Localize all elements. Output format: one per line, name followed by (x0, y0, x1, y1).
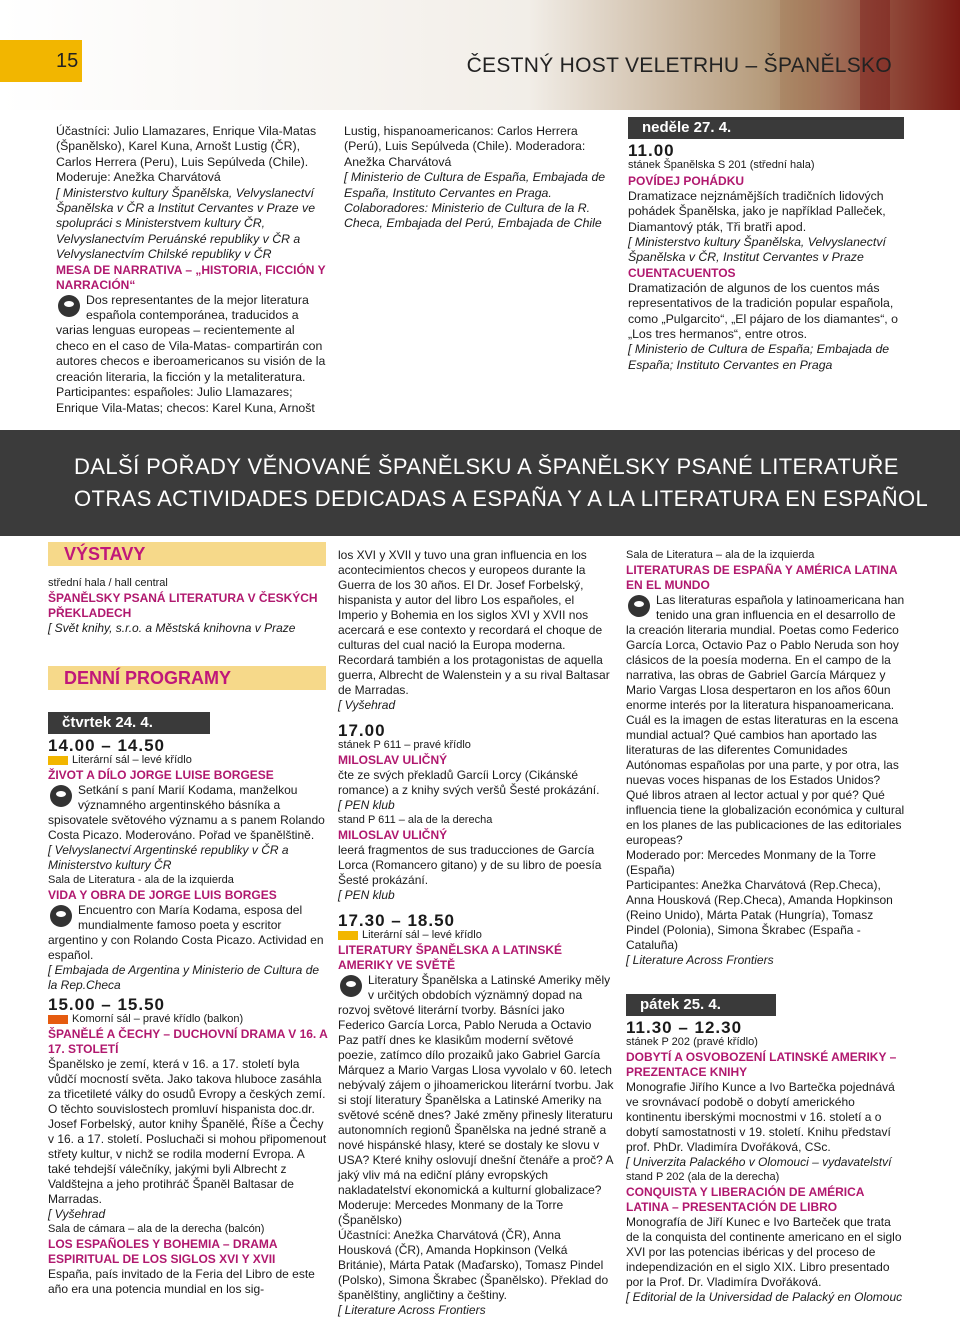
event-place: Sala de Literatura - ala de la izquierda (48, 874, 234, 886)
section-heading-es: OTRAS ACTIVIDADES DEDICADAS A ESPAÑA Y A LA LITERATURA EN ESPAÑOL (74, 486, 929, 511)
event-title: ŠPANĚLÉ A ČECHY – DUCHOVNÍ DRAMA V 16. A 17. STOLETÍ (48, 1027, 328, 1056)
organizer: [ Embajada de Argentina y Ministerio de Cultura de la Rep.Checa (48, 963, 320, 992)
organizer: [ PEN klub (338, 798, 395, 812)
event-place: střední hala / hall central (48, 577, 168, 589)
event-place: stánek P 611 – pravé křídlo (338, 739, 471, 751)
event-place: Literární sál – levé křídlo (72, 754, 192, 766)
section-banner (0, 430, 960, 536)
organizer: [ Svět knihy, s.r.o. a Městská knihovna v Praze (48, 621, 296, 635)
speech-bubble-icon (50, 785, 72, 807)
event-time: 11.30 – 12.30 (626, 1018, 743, 1037)
page-number: 15 (0, 40, 82, 82)
section-heading-cz: DALŠÍ POŘADY VĚNOVANÉ ŠPANĚLSKU A ŠPANĚLSKY PSANÉ LITERATUŘE (74, 454, 899, 479)
paragraph: Moderado por: Mercedes Monmany de la Torre (España) (626, 848, 876, 877)
day-heading: čtvrtek 24. 4. (48, 712, 210, 734)
hall-tag (48, 756, 68, 765)
event-title: MILOSLAV ULIČNÝ (338, 753, 448, 767)
event-title: CUENTACUENTOS (628, 265, 736, 280)
event-place: stand P 611 – ala de la derecha (338, 814, 493, 826)
event-time: 17.30 – 18.50 (338, 911, 455, 930)
event-time: 11.00 (628, 141, 675, 160)
speech-bubble-icon (340, 975, 362, 997)
paragraph: Účastníci: Julio Llamazares, Enrique Vila-Matas (Španělsko), Karel Kuna, Arnošt Lustig (ČR), Carlos Herrera (Peru), Luis Sepúlveda (Chile). (56, 124, 317, 169)
organizer: [ Ministerio de Cultura de España, Embajada de España, Instituto Cervantes en Praga. Colaboradores: Ministerio de Cultura de la R. Checa, Embajada del Perú, Embajada de Chile (344, 170, 606, 231)
paragraph: España, país invitado de la Feria del Libro de este año era una potencia mundial en los sig- (48, 1267, 315, 1296)
paragraph: Dramatizace nejznámějších tradičních lidových pohádek Španělska, jako je například Palleček, Diamantový pták, Tři bratři apod. (628, 188, 886, 234)
paragraph: Literatury Španělska a Latinské Ameriky měly v určitých obdobích význämný dopad na rozvoj světové literární tvorby. Básníci jako Federico García Lorca, Pablo Neruda a Octavio Paz patří dnes ke klasikům moderní světové poezie, zatímco dílo prozaiků jako Gabriel García Márquez a Mario Vargas Llosa vyvolalo v 60. letech nebývalý zájem o jihoamerickou literární tvorbu. Jak si stojí literatury Španělska a Latinské Ameriky na světové scéně dnes? Jaké změny přinesly literaturu autonomních regionů Španělska na jedné straně a nové hispánské hlasy, které se dostaly ke slovu v USA? Které knihy oslovují dnešní čtenáře a proč? A jaký vliv má na ediční plány evropských nakladatelství ekonomická a kulturní globalizace? Moderuje: Mercedes Monmany de la Torre (Španělsko) (338, 973, 614, 1227)
paragraph: Encuentro con María Kodama, esposa del mundialmente famoso poeta y escritor argentino y con Rolando Costa Picazo. Actividad en español. (48, 903, 324, 962)
day-heading: pátek 25. 4. (626, 994, 776, 1016)
paragraph: Las literaturas española y latinoamericana han tenido una gran influencia en el desarrollo de la creación literaria mundial. Poetas como Federico García Lorca, Octavio Paz o Pablo Neruda son hoy clásicos de la poesía moderna. En el campo de la narrativa, las obras de Gabriel García Márquez y Mario Vargas Llosa despertaron en los años 60un enorme interés por la literatura hispanoamericana. Cuál es la imagen de estas literaturas en la escena mundial actual? Qué cambios han aportado las literaturas de las diferentes Comunidades Autónomas españolas por una parte, y por otra, las nuevas voces hispanas de los Estados Unidos? Qué libros atraen al lector actual y por qué? Qué influencia tiene la globalización económica y cultural en los planes de las publicaciones de las editoriales europeas? (626, 593, 905, 847)
hall-tag (338, 931, 358, 940)
paragraph: Dos representantes de la mejor literatura española contemporánea, traducidos a varias lenguas europeas – recientemente al checo en el caso de Vila-Matas- compartirán con autores checos e iberoamericanos su visión de la creación literaria, la ficción y la metaliteratura. (56, 292, 326, 384)
speech-bubble-icon (50, 905, 72, 927)
organizer: [ Vyšehrad (338, 698, 396, 712)
event-time: 14.00 – 14.50 (48, 736, 165, 755)
organizer: [ Literature Across Frontiers (626, 953, 774, 967)
paragraph: Participantes: Anežka Charvátová (Rep.Checa), Anna Housková (Rep.Checa), Amanda Hopkinson (Reino Unido), Márta Patak (Hungría), Tomasz Pindel (Polonia), Simona Škrabec (España - Cataluña) (626, 878, 893, 952)
paragraph: Dramatización de algunos de los cuentos más representativos de la tradición popular española, como „Pulgarcito“, „El pájaro de los diamantes“, o „Los tres hermanos“, entre otros. (628, 280, 898, 342)
paragraph: Setkání s paní Marií Kodama, manželkou významného argentinského básníka a spisovatele světového významu a s panem Rolando Costa Picazo. Moderováno. Pořad ve španělštině. (48, 783, 325, 842)
paragraph: Španělsko je zemí, která v 16. a 17. století byla vůdčí mocností světa. Jako takova hluboce zasáhla za třicetileté války do osudů Evropy a českých zemí. O těchto souvislostech promluví hispanista doc.dr. Josef Forbelský, autor knihy Španělé, Říše a Čechy v 16. a 17. století. Posluchači si mohou připomenout střety kultur, v nichž se rodila moderní Evropa. A také tehdejší válečníky, jakými byli Albrecht z Valdštejna a jeho protihráč Španěl Baltasar de Marradas. (48, 1057, 327, 1206)
event-time: 15.00 – 15.50 (48, 995, 165, 1014)
paragraph: Participantes: españoles: Julio Llamazares; Enrique Vila-Matas; checos: Karel Kuna, Arnošt (56, 385, 315, 415)
event-title: POVÍDEJ POHÁDKU (628, 173, 745, 188)
paragraph: leerá fragmentos de sus traducciones de García Lorca (Romancero gitano) y de su libro de poesía Šesté prokázání. (338, 843, 602, 887)
organizer: [ Univerzita Palackého v Olomouci – vydavatelství (626, 1155, 892, 1169)
event-title: MESA DE NARRATIVA – „HISTORIA, FICCIÓN Y NARRACIÓN“ (56, 262, 326, 292)
top-column-3 (628, 117, 904, 373)
event-place: Komorní sál – pravé křídlo (balkon) (72, 1013, 244, 1025)
event-title: CONQUISTA Y LIBERACIÓN DE AMÉRICA LATINA – PRESENTACIÓN DE LIBRO (626, 1185, 865, 1214)
event-place: Sala de cámara – ala de la derecha (balcón) (48, 1223, 265, 1235)
organizer: [ Vyšehrad (48, 1207, 106, 1221)
hall-tag (48, 1015, 68, 1024)
organizer: [ Editorial de la Universidad de Palacký en Olomouc (626, 1290, 903, 1304)
event-title: LITERATURAS DE ESPAÑA Y AMÉRICA LATINA EN EL MUNDO (626, 563, 898, 592)
organizer: [ Ministerstvo kultury Španělska, Velvyslanectví Španělska v ČR a Institut Cervantes v Praze ve spolupráci s Ministerstvem kultury ČR, Velvyslanectvím Peruánské republiky v ČR a Velvyslanectvím Chilské republiky v ČR (56, 185, 316, 262)
bottom-column-1 (48, 542, 330, 1297)
organizer: [ Literature Across Frontiers (338, 1303, 486, 1317)
event-title: DOBYTÍ A OSVOBOZENÍ LATINSKÉ AMERIKY – PREZENTACE KNIHY (626, 1050, 897, 1079)
organizer: [ PEN klub (338, 888, 395, 902)
organizer: [ Ministerio de Cultura de España; Embajada de España; Instituto Cervantes en Praga (628, 342, 890, 372)
speech-bubble-icon (628, 595, 650, 617)
event-title: ŽIVOT A DÍLO JORGE LUISE BORGESE (48, 768, 274, 782)
paragraph: Monografie Jiřího Kunce a Ivo Bartečka pojednává ve srovnávací podobě o dobytí amerického kontinentu iberskými mocnostmi v 16. století a o dobytí samostatnosti v 19. století. Knihu představí prof. PhDr. Vladimíra Dvořáková, CSc. (626, 1080, 895, 1154)
bottom-column-3 (626, 548, 906, 1305)
event-place: stánek Španělska S 201 (střední hala) (628, 159, 815, 172)
paragraph: Účastníci: Anežka Charvátová (ČR), Anna Housková (ČR), Amanda Hopkinson (Velká Británie), Márta Patak (Maďarsko), Tomasz Pindel (Polsko), Simona Škrabec (Španělsko). Překlad do španělštiny, angličtiny a češtiny. (338, 1228, 609, 1302)
event-title: LITERATURY ŠPANĚLSKA A LATINSKÉ AMERIKY VE SVĚTĚ (338, 943, 563, 972)
bottom-column-2 (338, 548, 614, 1318)
day-heading: neděle 27. 4. (628, 117, 904, 139)
section-label: DENNÍ PROGRAMY (48, 666, 326, 690)
organizer: [ Ministerstvo kultury Španělska, Velvyslanectví Španělska v ČR, Institut Cervantes v Praze (628, 235, 886, 265)
paragraph: čte ze svých překladů Garcíi Lorcy (Cikánské romance) a z knihy svých veršů Šesté prokázání. (338, 768, 600, 797)
page-title: ČESTNÝ HOST VELETRHU – ŠPANĚLSKO (466, 54, 892, 77)
event-place: stánek P 202 (pravé křídlo) (626, 1036, 758, 1048)
speech-bubble-icon (58, 295, 80, 317)
paragraph: Lustig, hispanoamericanos: Carlos Herrera (Perú), Luis Sepúlveda (Chile). Moderadora: Anežka Charvátová (344, 124, 586, 169)
paragraph: Monografía de Jiří Kunec e Ivo Barteček que trata de la conquista del continente americano en el siglo XVI por las potencias ibéricas y del proceso de independización en el siglo XIX. Libro presentado por la Prof. Dr. Vladimíra Dvořáková. (626, 1215, 902, 1289)
event-time: 17.00 (338, 721, 386, 740)
top-column-2 (344, 124, 612, 232)
paragraph: Moderuje: Anežka Charvátová (56, 170, 221, 185)
organizer: [ Velvyslanectví Argentinské republiky v ČR a Ministerstvo kultury ČR (48, 843, 289, 872)
event-title: VIDA Y OBRA DE JORGE LUIS BORGES (48, 888, 277, 902)
paragraph: los XVI y XVII y tuvo una gran influencia en los acontecimientos checos y europeos durante la Guerra de los 30 años. El Dr. Josef Forbelský, hispanista y autor del libro Los españoles, el Imperio y Bohemia en los siglos XVI y XVII nos acercará e ese contexto y recordará el choque de culturas del cual nació la Europa moderna. Recordará también a los protagonistas de aquella guerra, Albrecht de Walenstein y a su rival Baltasar de Marradas. (338, 548, 610, 697)
section-label: VÝSTAVY (48, 542, 326, 566)
top-column-1 (56, 124, 328, 416)
event-place: Literární sál – levé křídlo (362, 929, 482, 941)
event-place: Sala de Literatura – ala de la izquierda (626, 549, 815, 561)
event-title: MILOSLAV ULIČNÝ (338, 828, 448, 842)
event-title: ŠPANĚLSKY PSANÁ LITERATURA V ČESKÝCH PŘEKLADECH (48, 591, 318, 620)
event-title: LOS ESPAÑOLES Y BOHEMIA – DRAMA ESPIRITUAL DE LOS SIGLOS XVI Y XVII (48, 1237, 278, 1266)
event-place: stand P 202 (ala de la derecha) (626, 1171, 780, 1183)
